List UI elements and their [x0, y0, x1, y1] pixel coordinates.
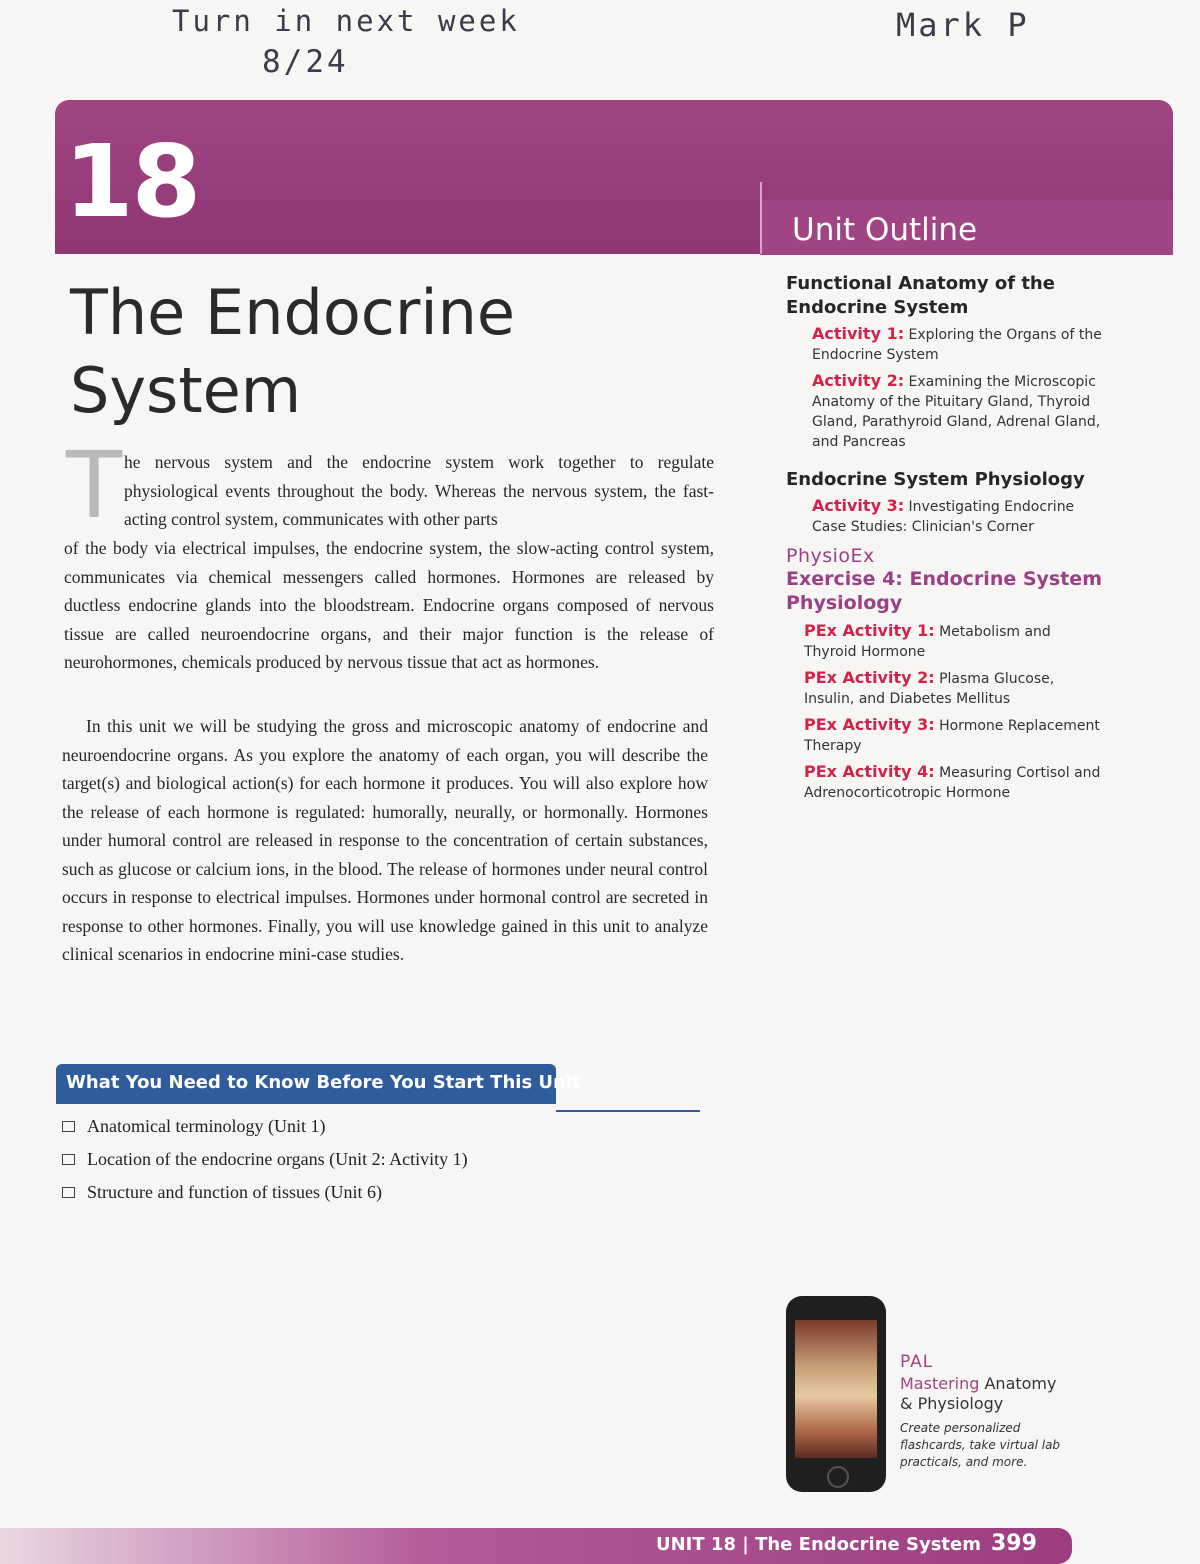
prereq-title: What You Need to Know Before You Start This Unit: [66, 1072, 581, 1093]
drop-cap: T: [66, 432, 123, 539]
mastering-ap-name: [900, 1374, 1065, 1414]
pal-description: Create personalized flashcards, take virtual lab practicals, and more.: [900, 1421, 1061, 1469]
outline-section-functional-anatomy: Functional Anatomy of the Endocrine System: [786, 273, 1055, 318]
outline-pex-activity-4: [804, 762, 1106, 803]
prereq-item-label: Structure and function of tissues (Unit 6): [87, 1182, 382, 1202]
prereq-item-label: Location of the endocrine organs (Unit 2: Activity 1): [87, 1149, 468, 1169]
pal-promo: [900, 1352, 1065, 1471]
prereq-rule: [556, 1110, 700, 1112]
pal-logo: PAL: [900, 1352, 934, 1372]
running-footer: [656, 1531, 1037, 1556]
outline-section-physiology: Endocrine System Physiology: [786, 469, 1085, 490]
pex-activity-label: PEx Activity 4:: [804, 762, 935, 781]
pex-activity-label: PEx Activity 2:: [804, 668, 935, 687]
activity-text: Examining the Microscopic Anatomy of the Pituitary Gland, Thyroid Gland, Parathyroid Gland, Adrenal Gland, and Pancreas: [812, 374, 1101, 450]
pex-activity-label: PEx Activity 3:: [804, 715, 935, 734]
page-title-line1: The Endocrine: [70, 276, 516, 349]
intro-paragraph-lead: he nervous system and the endocrine system work together to regulate physiological events throughout the body. Whereas the nervous system, the fast-acting control system, communicates with other parts: [124, 452, 714, 529]
outline-activity-2: [812, 371, 1106, 452]
prereq-item: [62, 1176, 468, 1209]
pex-activity-label: PEx Activity 1:: [804, 621, 935, 640]
unit-outline-title: Unit Outline: [792, 212, 978, 248]
physioex-exercise-title: Exercise 4: Endocrine System Physiology: [786, 568, 1102, 614]
handwritten-name: Mark P: [896, 6, 1030, 44]
page-number: 399: [991, 1531, 1037, 1556]
handwritten-note-date: 8/24: [262, 44, 349, 80]
pex-activity-text: Hormone Replacement Therapy: [804, 718, 1100, 754]
activity-label: Activity 3:: [812, 496, 905, 515]
pex-activity-text: Metabolism and Thyroid Hormone: [804, 624, 1051, 660]
page-title-line2: System: [70, 354, 302, 427]
activity-text: Investigating Endocrine Case Studies: Clinician's Corner: [812, 499, 1075, 535]
outline-activity-1: [812, 324, 1106, 365]
mastering-label: Mastering: [900, 1374, 980, 1393]
handwritten-note-line1: Turn in next week: [172, 4, 520, 38]
page-title: [70, 274, 515, 430]
anatomy-label: Anatomy: [979, 1374, 1057, 1393]
activity-label: Activity 1:: [812, 324, 905, 343]
prereq-item: [62, 1143, 468, 1176]
outline-pex-activity-1: [804, 621, 1106, 662]
intro-paragraph-continued: of the body via electrical impulses, the endocrine system, the slow-acting control system, communicates via chemical messengers called hormones. Hormones are released by ductless endocrine glands into the bloodstream. Endocrine organs composed of nervous tissue are called neuroendocrine organs, and their major function is the release of neurohormones, chemicals produced by nervous tissue that act as hormones.: [64, 538, 714, 672]
header-divider: [760, 182, 762, 254]
outline-activity-3: [812, 496, 1106, 537]
checkbox-icon: [62, 1154, 75, 1165]
pex-activity-text: Measuring Cortisol and Adrenocorticotropic Hormone: [804, 765, 1101, 801]
activity-label: Activity 2:: [812, 371, 905, 390]
prereq-list: [62, 1110, 468, 1209]
phone-screen-anatomy-image: [795, 1320, 877, 1458]
physiology-label: & Physiology: [900, 1394, 1004, 1413]
checkbox-icon: [62, 1187, 75, 1198]
intro-paragraph-2: In this unit we will be studying the gross and microscopic anatomy of endocrine and neuroendocrine organs. As you explore the anatomy of each organ, you will describe the target(s) and biological action(s) for each hormone it produces. You will also explore how the release of each hormone is regulated: humorally, neurally, or hormonally. Hormones under humoral control are released in response to the concentration of certain substances, such as glucose or calcium ions, in the blood. The release of hormones under neural control occurs in response to electrical impulses. Hormones under hormonal control are secreted in response to other hormones. Finally, you will use knowledge gained in this unit to analyze clinical scenarios in endocrine mini-case studies.: [62, 716, 708, 964]
activity-text: Exploring the Organs of the Endocrine System: [812, 327, 1102, 363]
prereq-item-label: Anatomical terminology (Unit 1): [87, 1116, 326, 1136]
unit-outline: [786, 272, 1106, 809]
phone-home-button-icon: [827, 1466, 849, 1488]
outline-pex-activity-2: [804, 668, 1106, 709]
pex-activity-text: Plasma Glucose, Insulin, and Diabetes Mellitus: [804, 671, 1055, 707]
prereq-item: [62, 1110, 468, 1143]
outline-pex-activity-3: [804, 715, 1106, 756]
footer-unit-title: UNIT 18 | The Endocrine System: [656, 1534, 981, 1555]
chapter-number: 18: [64, 123, 200, 240]
checkbox-icon: [62, 1121, 75, 1132]
physioex-logo: PhysioEx: [786, 545, 875, 567]
